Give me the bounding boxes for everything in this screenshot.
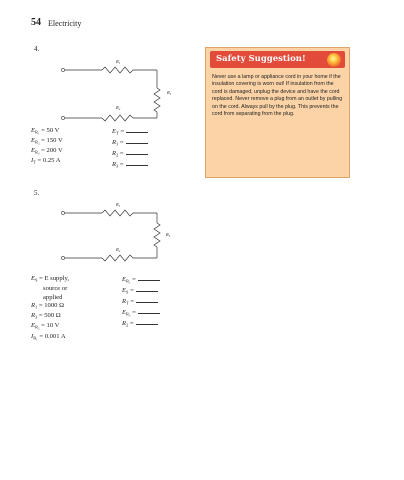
label-r3: R₃ [166,232,171,237]
given-item: $E_{R_2} = 10$ V [31,322,60,330]
resistor-r1 [102,67,133,73]
answer-blank[interactable] [126,127,148,133]
given-item: $E_{R_3} = 200$ V [31,147,63,155]
label-r2: R₂ [116,105,121,110]
supply-line: applied [43,293,63,301]
terminal-top [61,68,64,71]
answer-blank[interactable] [126,160,148,166]
chapter-title: Electricity [48,19,82,28]
answer-line: $R_T$ = [122,297,160,308]
problem-5-number: 5. [34,189,40,197]
answer-line: $R_3$ = [112,160,148,171]
supply-line: $E_S = E$ supply, [31,275,69,283]
problem-4-given [31,127,63,167]
given-item: $I_{R_1} = 0.001$ A [31,332,66,341]
label-r3: R₃ [167,90,172,95]
answer-blank[interactable] [138,308,160,314]
given-item: $R_1 = 1000$ Ω [31,302,64,310]
answer-line: $R_2$ = [112,149,148,160]
problem-5-given [31,275,69,343]
answer-line: $E_{R_3}$ = [122,308,160,319]
problem-4-find [112,127,148,171]
terminal-bottom [61,256,64,259]
answer-blank[interactable] [136,297,158,303]
problem-5-find [122,275,160,330]
answer-line: $E_S$ = [122,286,160,297]
problem-4-number: 4. [34,45,40,53]
answer-line: $E_{R_1}$ = [122,275,160,286]
given-item: $E_{R_1} = 50$ V [31,127,60,135]
resistor-r1 [102,210,133,216]
resistor-r3 [154,88,160,112]
answer-blank[interactable] [136,286,158,292]
resistor-r2 [102,255,133,261]
label-r2: R₂ [116,247,121,252]
answer-blank[interactable] [126,138,148,144]
safety-title: Safety Suggestion! [216,54,306,64]
given-item: $E_{R_2} = 150$ V [31,137,63,145]
given-item: $I_T = 0.25$ A [31,157,61,165]
safety-header [210,51,345,68]
label-r1: R₁ [116,202,121,207]
page-number: 54 [31,17,41,28]
answer-blank[interactable] [126,149,148,155]
terminal-top [61,211,64,214]
terminal-bottom [61,116,64,119]
answer-line: $R_1$ = [112,138,148,149]
resistor-r3 [154,223,160,247]
supply-line: source or [43,285,68,293]
given-item: $R_3 = 500$ Ω [31,312,61,320]
safety-suggestion-box [205,47,350,178]
answer-line: $E_T$ = [112,127,148,138]
resistor-r2 [102,115,133,121]
answer-line: $R_2$ = [122,319,160,330]
label-r1: R₁ [116,59,121,64]
safety-body: Never use a lamp or appliance cord in your home if the insulation covering is worn out! If insulation from the cord is damaged, unplug the device and have the cord replaced. Never remove a plug from an outlet by pulling on the cord. Always pull by the plug. This prevents the cord from separating from the plug. [212,74,343,118]
answer-blank[interactable] [138,275,160,281]
warning-ball-icon [327,53,341,67]
answer-blank[interactable] [136,319,158,325]
